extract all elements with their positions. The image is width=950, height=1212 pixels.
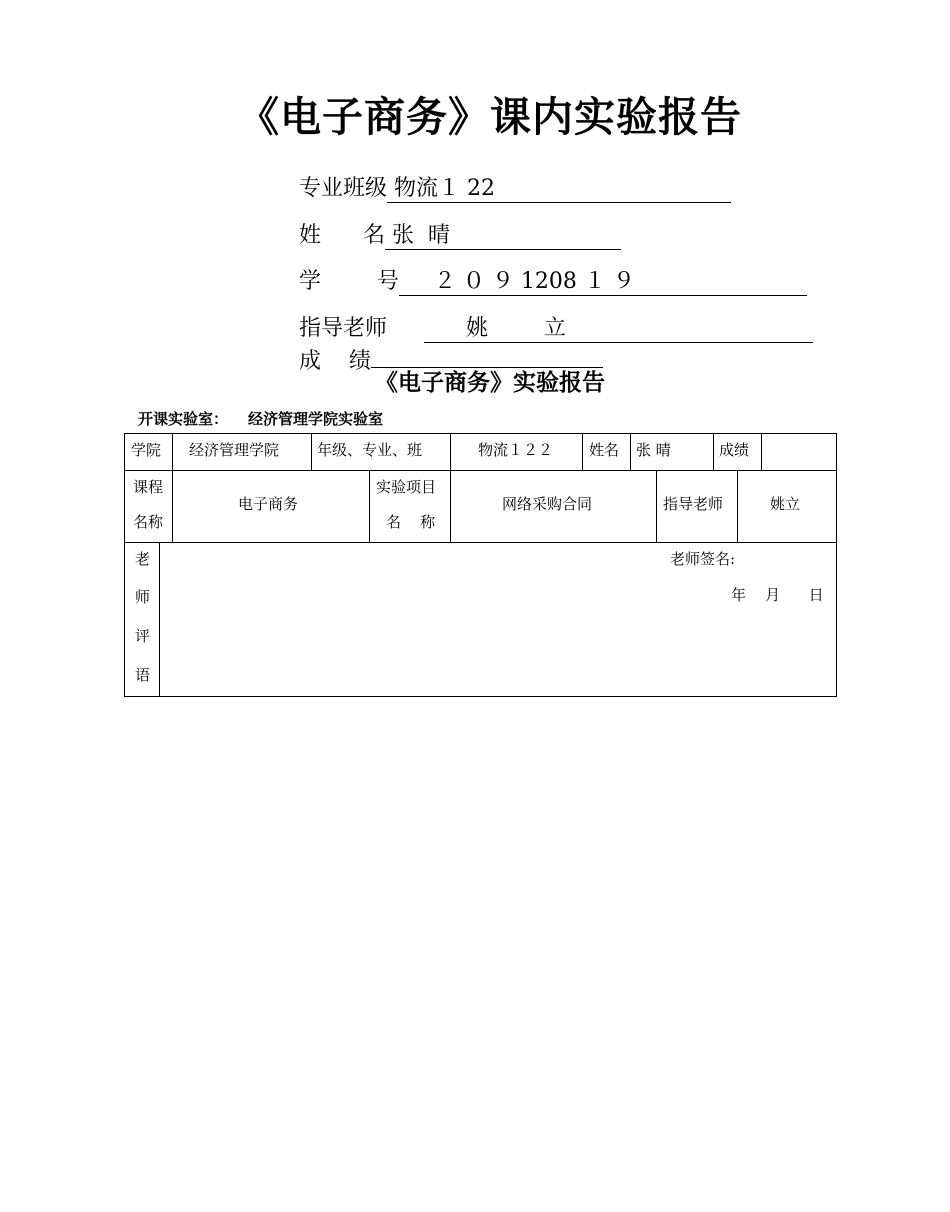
student-id-label: 学 号 bbox=[299, 269, 399, 294]
project-label-line-2: 名 称 bbox=[386, 513, 436, 531]
lab-line bbox=[138, 408, 383, 429]
table-rule bbox=[737, 470, 738, 542]
date-label: 年 月 日 bbox=[731, 586, 824, 604]
major-class-label: 专业班级 bbox=[299, 176, 388, 201]
table-rule bbox=[311, 434, 312, 470]
advisor-label: 指导老师 bbox=[299, 316, 388, 341]
table-rule bbox=[159, 542, 160, 697]
table-rule bbox=[369, 470, 370, 542]
course-label-line-2: 名称 bbox=[133, 513, 164, 531]
lab-value: 经济管理学院实验室 bbox=[248, 410, 384, 428]
grade-label: 成 绩 bbox=[299, 349, 371, 374]
course-value: 电子商务 bbox=[238, 495, 299, 513]
course-label-line-1: 课程 bbox=[133, 478, 164, 496]
college-label: 学院 bbox=[131, 441, 162, 459]
class-value: 物流１２２ bbox=[478, 441, 554, 459]
table-rule bbox=[172, 470, 173, 542]
advisor-table-label: 指导老师 bbox=[663, 495, 724, 513]
advisor-value: 姚 立 bbox=[424, 316, 813, 343]
comment-char: 语 bbox=[135, 666, 151, 684]
report-subtitle: 《电子商务》实验报告 bbox=[375, 370, 605, 396]
table-rule bbox=[125, 542, 836, 543]
report-title: 《电子商务》课内实验报告 bbox=[238, 93, 742, 141]
student-name-label: 姓 名 bbox=[299, 223, 385, 248]
college-value: 经济管理学院 bbox=[189, 441, 280, 459]
comment-char: 评 bbox=[135, 627, 151, 645]
student-name-value: 张 晴 bbox=[385, 223, 621, 250]
report-table bbox=[124, 433, 837, 697]
table-rule bbox=[713, 434, 714, 470]
major-class-value: 物流１ 22 bbox=[387, 176, 731, 203]
table-rule bbox=[125, 470, 836, 471]
table-rule bbox=[582, 434, 583, 470]
lab-label: 开课实验室： bbox=[138, 410, 229, 428]
table-rule bbox=[656, 470, 657, 542]
name-label: 姓名 bbox=[589, 441, 620, 459]
score-label: 成绩 bbox=[719, 441, 750, 459]
comment-char: 师 bbox=[135, 588, 151, 606]
advisor-table-value: 姚立 bbox=[770, 495, 801, 513]
project-value: 网络采购合同 bbox=[502, 495, 593, 513]
name-value: 张 晴 bbox=[636, 441, 671, 459]
table-rule bbox=[630, 434, 631, 470]
table-rule bbox=[172, 434, 173, 470]
table-rule bbox=[450, 434, 451, 542]
comment-char: 老 bbox=[135, 550, 151, 568]
teacher-signature-label: 老师签名: bbox=[670, 550, 736, 568]
table-rule bbox=[761, 434, 762, 470]
student-id-value: ２ ０ ９ 1208 １ ９ bbox=[399, 269, 807, 296]
project-label-line-1: 实验项目 bbox=[376, 478, 437, 496]
grade-major-label: 年级、专业、班 bbox=[317, 441, 423, 459]
